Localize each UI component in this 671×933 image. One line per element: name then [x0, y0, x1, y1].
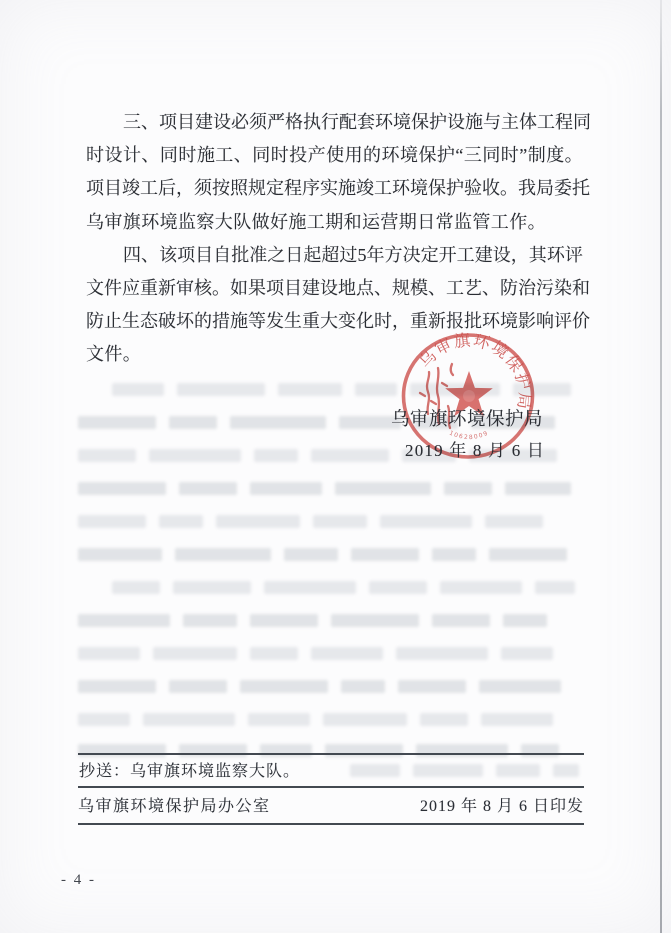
bleed-through-line — [78, 515, 543, 528]
bleed-through-line — [78, 548, 567, 561]
bleed-through-line — [112, 581, 575, 594]
body-line: 时 设 计 、 同 时 施 工 、 同 时 投 产 使 用 的 环 境 保 护 “ 三 同 时 ” 制 度 。 — [86, 145, 583, 166]
bleed-through-line — [78, 482, 571, 495]
bleed-through-line — [78, 713, 553, 726]
cc-line: 抄送：乌审旗环境监察大队。 — [79, 763, 301, 780]
bleed-through-line — [78, 647, 553, 660]
bleed-through-line — [78, 680, 561, 693]
footer-row — [78, 791, 584, 823]
page-number: - 4 - — [61, 872, 96, 888]
footer-divider-bottom — [78, 823, 584, 825]
footer-divider-top — [78, 753, 584, 755]
scan-artifact-line — [660, 0, 662, 933]
body-line: 防 止 生 态 破 坏 的 措 施 等 发 生 重 大 变 化 时 ， 重 新 报 批 环 境 影 响 评 价 — [86, 311, 590, 332]
footer-divider-middle — [78, 786, 584, 788]
bleed-through-line — [78, 614, 547, 627]
body-line: 文件。 — [86, 344, 142, 365]
seal-serial-number: 10628009 — [448, 429, 490, 442]
seal-arc-text: 乌审旗环境保护局 — [415, 330, 535, 412]
paragraph-three — [86, 106, 591, 239]
signature-agency: 乌审旗环境保护局 — [391, 410, 544, 430]
body-line: 四 、 该 项 目 自 批 准 之 日 起 超 过 5 年 方 决 定 开 工 建 设 ， 其 环 评 — [123, 244, 583, 265]
print-date: 2019 年 8 月 6 日印发 — [419, 798, 584, 815]
bleed-through-line — [78, 744, 559, 757]
seal-star-highlight — [463, 390, 475, 402]
body-line: 三 、 项 目 建 设 必 须 严 格 执 行 配 套 环 境 保 护 设 施 与 主 体 工 程 同 — [123, 112, 591, 132]
body-line: 项 目 竣 工 后 ， 须 按 照 规 定 程 序 实 施 竣 工 环 境 保 护 验 收 。 我 局 委 托 — [86, 178, 590, 199]
body-line: 文 件 应 重 新 审 核 。 如 果 项 目 建 设 地 点 、 规 模 、 工 艺 、 防 治 污 染 和 — [86, 277, 590, 298]
signature-date: 2019 年 8 月 6 日 — [405, 441, 546, 460]
issuing-office: 乌审旗环境保护局办公室 — [78, 798, 271, 815]
body-line: 乌审旗环境监察大队做好施工期和运营期日常监管工作。 — [86, 211, 546, 232]
